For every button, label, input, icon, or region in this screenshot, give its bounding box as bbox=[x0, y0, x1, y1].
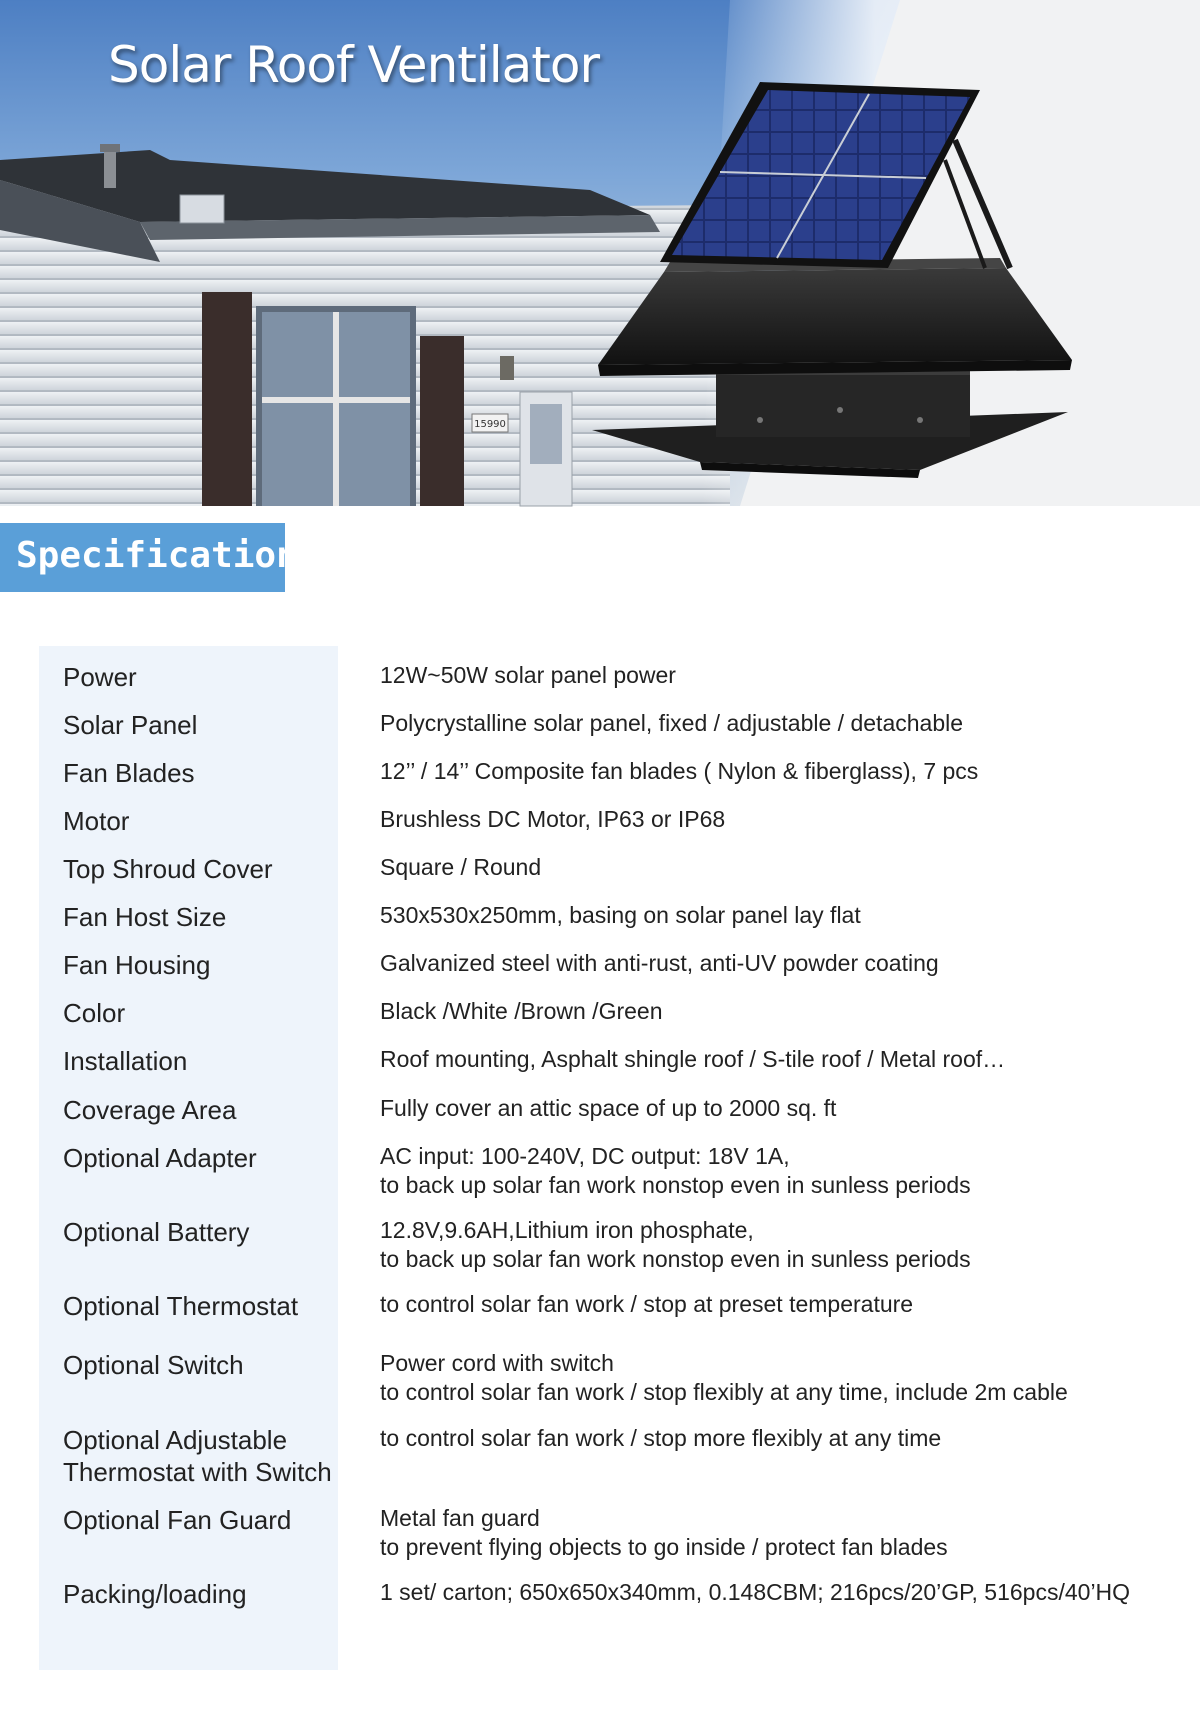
spec-label bbox=[63, 901, 333, 933]
spec-label-line: Optional Switch bbox=[63, 1350, 244, 1380]
spec-label bbox=[63, 1578, 333, 1610]
spec-value-line: Metal fan guard bbox=[380, 1505, 540, 1531]
spec-label bbox=[63, 1142, 333, 1174]
spec-value bbox=[380, 1045, 1170, 1074]
spec-label bbox=[63, 1290, 333, 1322]
spec-value bbox=[380, 1349, 1170, 1407]
page-title: Solar Roof Ventilator bbox=[108, 36, 600, 94]
spec-label bbox=[63, 709, 333, 741]
spec-value bbox=[380, 1424, 1170, 1453]
spec-value bbox=[380, 997, 1170, 1026]
spec-value bbox=[380, 805, 1170, 834]
spec-value bbox=[380, 1216, 1170, 1274]
spec-label bbox=[63, 661, 333, 693]
spec-label-line: Solar Panel bbox=[63, 710, 198, 740]
spec-label bbox=[63, 997, 333, 1029]
spec-label-line: Power bbox=[63, 662, 137, 692]
spec-value bbox=[380, 1504, 1170, 1562]
spec-value-line: Fully cover an attic space of up to 2000 sq. ft bbox=[380, 1095, 837, 1121]
spec-label-line: Optional Adjustable bbox=[63, 1425, 288, 1455]
spec-value-line: Galvanized steel with anti-rust, anti-UV powder coating bbox=[380, 950, 939, 976]
spec-value bbox=[380, 757, 1170, 786]
spec-value bbox=[380, 661, 1170, 690]
spec-value-line: to prevent flying objects to go inside / protect fan blades bbox=[380, 1534, 948, 1560]
spec-label-line: Installation bbox=[63, 1046, 188, 1076]
spec-label-line: Fan Blades bbox=[63, 758, 195, 788]
spec-value bbox=[380, 1290, 1170, 1319]
spec-value-line: 12’’ / 14’’ Composite fan blades ( Nylon & fiberglass), 7 pcs bbox=[380, 758, 979, 784]
spec-value bbox=[380, 901, 1170, 930]
spec-value-line: Power cord with switch bbox=[380, 1350, 614, 1376]
specifications-title: Specifications bbox=[16, 535, 320, 576]
spec-label-line: Color bbox=[63, 998, 126, 1028]
spec-value-line: AC input: 100-240V, DC output: 18V 1A, bbox=[380, 1143, 790, 1169]
spec-label-line: Top Shroud Cover bbox=[63, 854, 273, 884]
spec-value-line: 530x530x250mm, basing on solar panel lay flat bbox=[380, 902, 861, 928]
spec-value-line: to control solar fan work / stop flexibly at any time, include 2m cable bbox=[380, 1379, 1068, 1405]
spec-label-line: Thermostat with Switch bbox=[63, 1457, 332, 1487]
spec-value bbox=[380, 1142, 1170, 1200]
hero-banner bbox=[0, 0, 1200, 506]
spec-label-line: Fan Host Size bbox=[63, 902, 227, 932]
spec-label bbox=[63, 1094, 333, 1126]
spec-value-line: Brushless DC Motor, IP63 or IP68 bbox=[380, 806, 726, 832]
spec-value-line: Square / Round bbox=[380, 854, 542, 880]
spec-value-line: 12.8V,9.6AH,Lithium iron phosphate, bbox=[380, 1217, 754, 1243]
spec-value bbox=[380, 949, 1170, 978]
spec-label bbox=[63, 1216, 333, 1248]
spec-value bbox=[380, 709, 1170, 738]
spec-label bbox=[63, 1349, 333, 1381]
spec-value-line: to control solar fan work / stop at preset temperature bbox=[380, 1291, 914, 1317]
spec-value bbox=[380, 853, 1170, 882]
spec-value bbox=[380, 1094, 1170, 1123]
spec-label-line: Optional Fan Guard bbox=[63, 1505, 292, 1535]
spec-label-line: Optional Adapter bbox=[63, 1143, 257, 1173]
spec-label bbox=[63, 1045, 333, 1077]
spec-label-line: Coverage Area bbox=[63, 1095, 237, 1125]
spec-label bbox=[63, 1424, 333, 1488]
spec-label-line: Optional Thermostat bbox=[63, 1291, 299, 1321]
spec-label bbox=[63, 1504, 333, 1536]
spec-value-line: 1 set/ carton; 650x650x340mm, 0.148CBM; 216pcs/20’GP, 516pcs/40’HQ bbox=[380, 1579, 1131, 1605]
spec-value-line: to control solar fan work / stop more flexibly at any time bbox=[380, 1425, 942, 1451]
spec-label bbox=[63, 805, 333, 837]
spec-label-line: Fan Housing bbox=[63, 950, 211, 980]
spec-label-line: Optional Battery bbox=[63, 1217, 250, 1247]
spec-label bbox=[63, 949, 333, 981]
spec-value-line: Polycrystalline solar panel, fixed / adjustable / detachable bbox=[380, 710, 964, 736]
spec-value-line: Black /White /Brown /Green bbox=[380, 998, 663, 1024]
specifications-heading bbox=[0, 523, 320, 592]
house-number: 15990 bbox=[474, 419, 506, 430]
spec-value-line: to back up solar fan work nonstop even in sunless periods bbox=[380, 1246, 971, 1272]
spec-label bbox=[63, 853, 333, 885]
spec-label-line: Packing/loading bbox=[63, 1579, 247, 1609]
spec-label-line: Motor bbox=[63, 806, 130, 836]
spec-value bbox=[380, 1578, 1170, 1607]
spec-label bbox=[63, 757, 333, 789]
spec-value-line: 12W~50W solar panel power bbox=[380, 662, 676, 688]
spec-value-line: to back up solar fan work nonstop even in sunless periods bbox=[380, 1172, 971, 1198]
spec-value-line: Roof mounting, Asphalt shingle roof / S-tile roof / Metal roof… bbox=[380, 1046, 1006, 1072]
